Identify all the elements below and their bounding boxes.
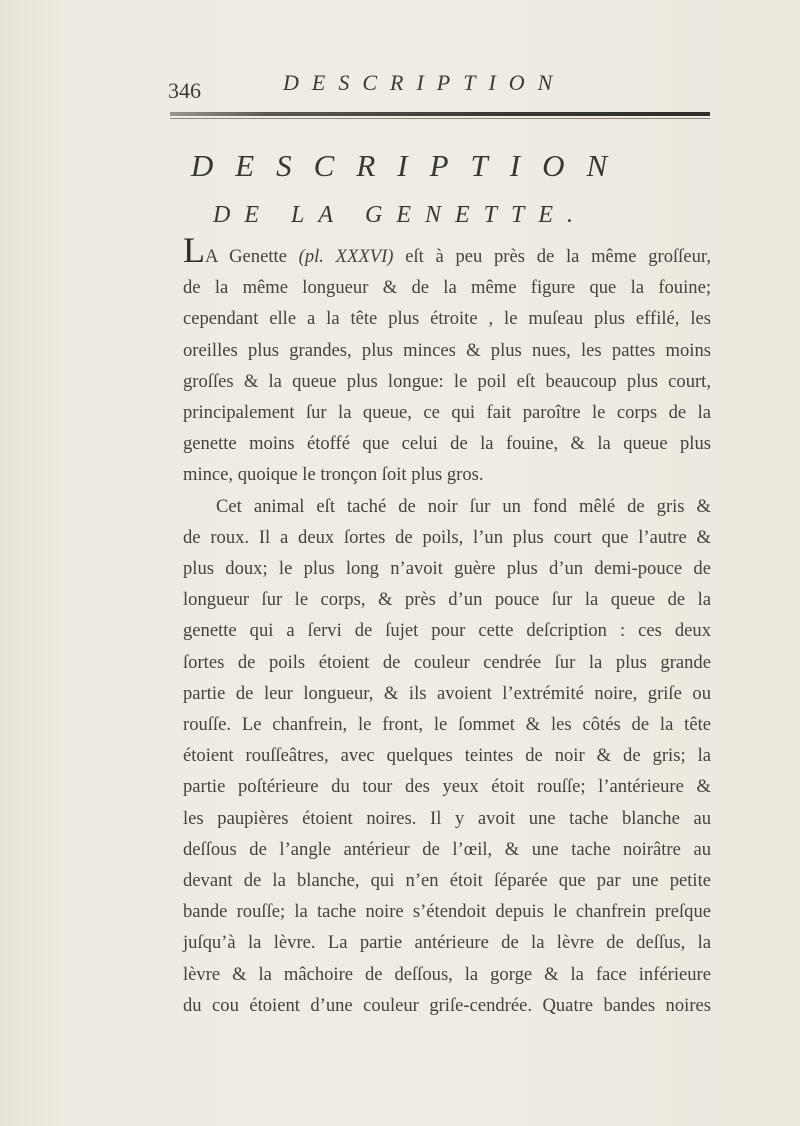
text-line: deſſous de l’angle antérieur de l’œil, & une tache noirâtre au [183,838,711,860]
text-line: rouſſe. Le chanfrein, le front, le ſommet & les côtés de la tête [183,714,711,736]
text-line: ſortes de poils étoient de couleur cendrée ſur la plus grande [183,651,711,673]
text-line: oreilles plus grandes, plus minces & plus nues, les pattes moins [183,339,711,361]
text-line: partie poſtérieure du tour des yeux étoit rouſſe; l’antérieure & [183,776,711,798]
text-line: de roux. Il a deux ſortes de poils, l’un plus court que l’autre & [183,526,711,548]
text-line: lèvre & la mâchoire de deſſous, la gorge & la face inférieure [183,963,711,985]
text-line: juſqu’à la lèvre. La partie antérieure de la lèvre de deſſus, la [183,932,711,954]
subtitle-word-la: LA [290,202,347,228]
text-line [183,230,711,272]
text-line: partie de leur longueur, & ils avoient l’extrémité noire, griſe ou [183,682,711,704]
text-line: du cou étoient d’une couleur griſe-cendrée. Quatre bandes noires [183,994,711,1016]
body-text [183,230,711,1021]
plate-reference: (pl. XXXVI) [298,246,394,267]
running-head [0,70,800,110]
text-line: les paupières étoient noires. Il y avoit une tache blanche au [183,807,711,829]
text-line: genette moins étoffé que celui de la fouine, & la queue plus [183,433,711,455]
text-span: A Genette [205,246,299,267]
header-rule [170,112,710,116]
text-line: plus doux; le plus long n’avoit guère plus d’un demi-pouce de [183,558,711,580]
chapter-subtitle [0,202,800,229]
subtitle-word-de: DE [212,202,273,228]
text-line: Cet animal eſt taché de noir ſur un fond mêlé de gris & [216,495,711,517]
running-title: DESCRIPTION [283,70,566,95]
page-number: 346 [168,78,201,103]
text-line: principalement ſur la queue, ce qui fait paroître le corps de la [183,402,711,424]
drop-cap: L [183,230,205,270]
text-line: cependant elle a la tête plus étroite , le muſeau plus effilé, les [183,308,711,330]
chapter-title: DESCRIPTION [190,148,630,183]
text-line: bande rouſſe; la tache noire s’étendoit depuis le chanfrein preſque [183,901,711,923]
text-span: eſt à peu près de la même groſſeur, [393,246,711,267]
subtitle-word-genette: GENETTE. [365,202,588,228]
text-line: mince, quoique le tronçon ſoit plus gros. [183,464,484,486]
header-rule-thin [170,118,710,119]
text-line: longueur ſur le corps, & près d’un pouce ſur la queue de la [183,589,711,611]
text-line: de la même longueur & de la même figure que la fouine; [183,277,711,299]
text-line: étoient rouſſeâtres, avec quelques teintes de noir & de gris; la [183,745,711,767]
text-line: groſſes & la queue plus longue: le poil eſt beaucoup plus court, [183,370,711,392]
text-line: devant de la blanche, qui n’en étoit ſéparée que par une petite [183,870,711,892]
text-line: genette qui a ſervi de ſujet pour cette deſcription : ces deux [183,620,711,642]
